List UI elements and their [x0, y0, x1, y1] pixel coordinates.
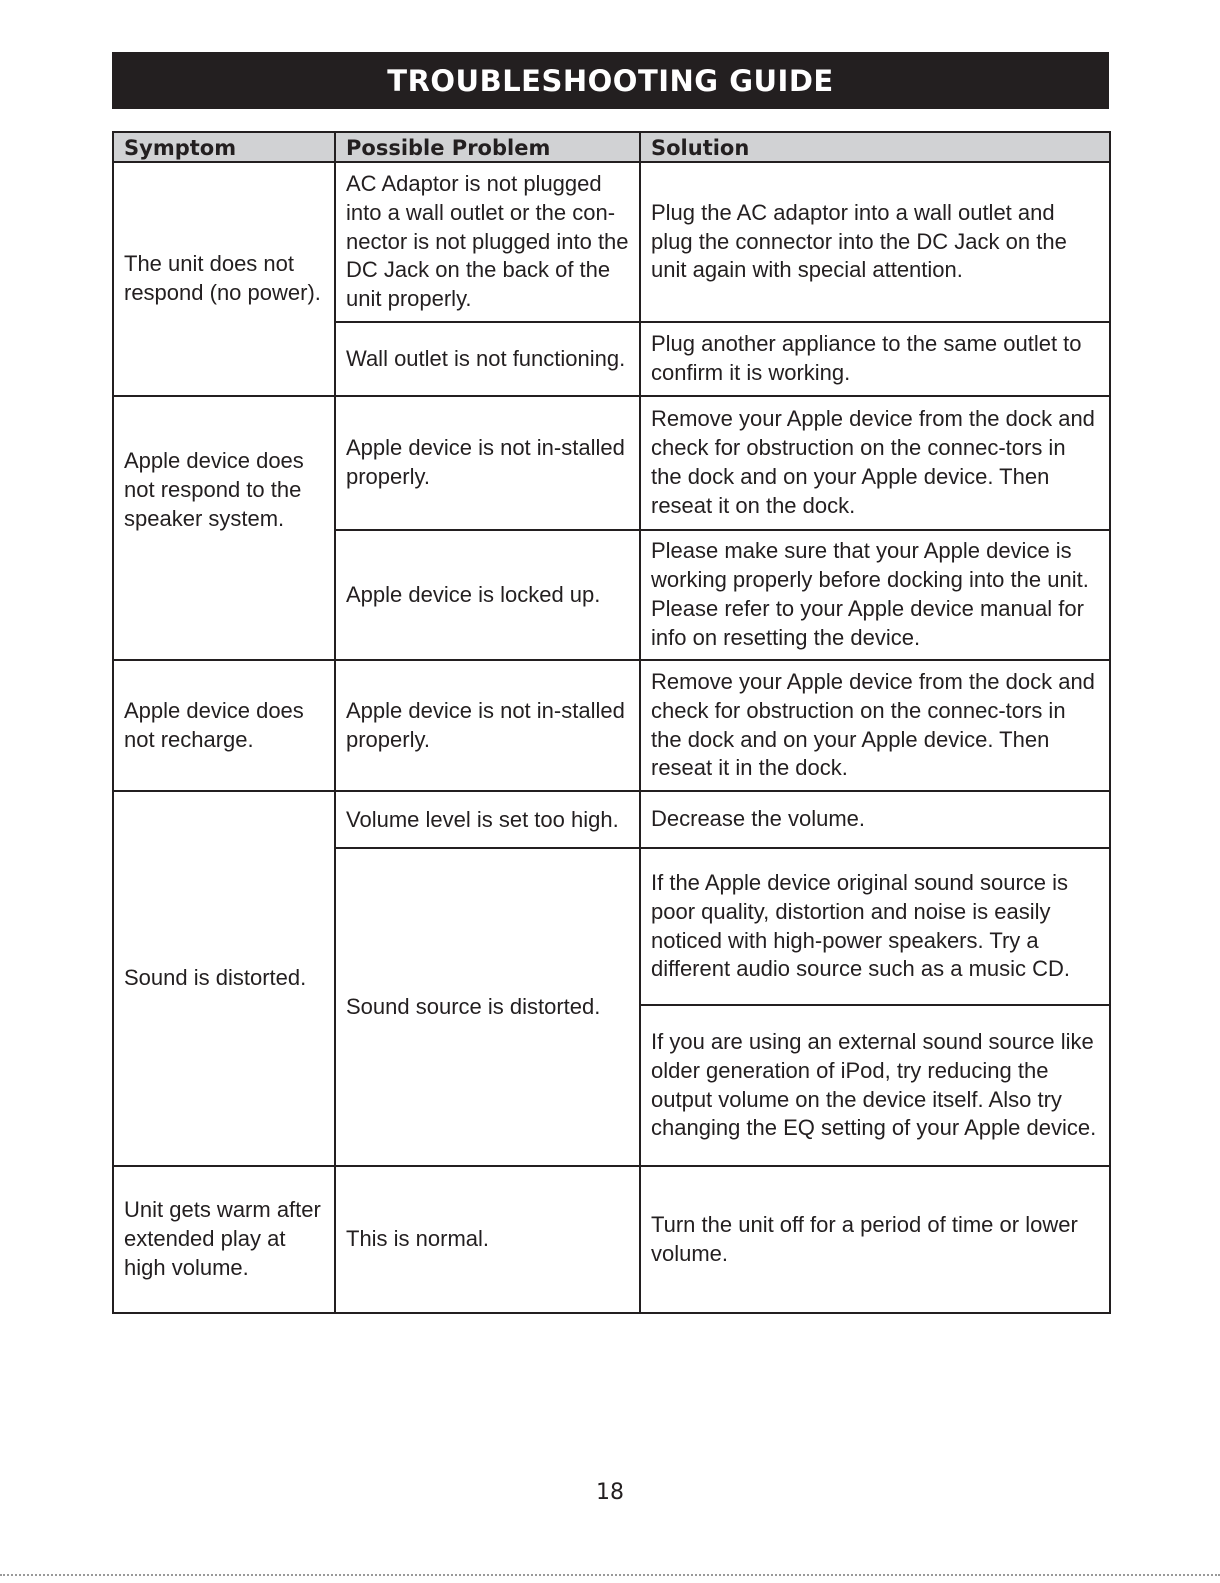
symptom-cell: Apple device does not recharge.	[113, 660, 335, 791]
column-header-problem: Possible Problem	[335, 132, 640, 162]
problem-cell: This is normal.	[335, 1166, 640, 1313]
symptom-cell: The unit does not respond (no power).	[113, 162, 335, 396]
problem-cell: Sound source is distorted.	[335, 848, 640, 1166]
solution-cell: Decrease the volume.	[640, 791, 1110, 848]
problem-cell: AC Adaptor is not plugged into a wall outlet or the con-nector is not plugged into the DC Jack on the back of the unit properly.	[335, 162, 640, 322]
symptom-cell: Apple device does not respond to the speaker system.	[113, 396, 335, 660]
solution-cell: If you are using an external sound source like older generation of iPod, try reducing the output volume on the device itself. Also try changing the EQ setting of your Apple device.	[640, 1005, 1110, 1166]
symptom-cell: Unit gets warm after extended play at high volume.	[113, 1166, 335, 1313]
table-row	[113, 660, 1110, 791]
solution-cell: Remove your Apple device from the dock and check for obstruction on the connec-tors in the dock and on your Apple device. Then reseat it on the dock.	[640, 396, 1110, 530]
page-title: TROUBLESHOOTING GUIDE	[112, 52, 1109, 109]
table-row	[113, 162, 1110, 322]
table-header-row	[113, 132, 1110, 162]
problem-cell: Wall outlet is not functioning.	[335, 322, 640, 396]
solution-cell: Please make sure that your Apple device is working properly before docking into the unit. Please refer to your Apple device manual for info on resetting the device.	[640, 530, 1110, 660]
page-number: 18	[596, 1480, 624, 1505]
column-header-symptom: Symptom	[113, 132, 335, 162]
solution-cell: Turn the unit off for a period of time or lower volume.	[640, 1166, 1110, 1313]
solution-cell: Plug the AC adaptor into a wall outlet and plug the connector into the DC Jack on the unit again with special attention.	[640, 162, 1110, 322]
solution-cell: If the Apple device original sound source is poor quality, distortion and noise is easily noticed with high-power speakers. Try a different audio source such as a music CD.	[640, 848, 1110, 1005]
solution-cell: Plug another appliance to the same outlet to confirm it is working.	[640, 322, 1110, 396]
table-row	[113, 396, 1110, 530]
page-divider	[0, 1574, 1220, 1576]
troubleshooting-table	[112, 131, 1111, 1314]
symptom-cell: Sound is distorted.	[113, 791, 335, 1166]
problem-cell: Apple device is locked up.	[335, 530, 640, 660]
table-row	[113, 1166, 1110, 1313]
problem-cell: Volume level is set too high.	[335, 791, 640, 848]
problem-cell: Apple device is not in-stalled properly.	[335, 396, 640, 530]
table-row	[113, 791, 1110, 848]
column-header-solution: Solution	[640, 132, 1110, 162]
problem-cell: Apple device is not in-stalled properly.	[335, 660, 640, 791]
solution-cell: Remove your Apple device from the dock and check for obstruction on the connec-tors in the dock and on your Apple device. Then reseat it in the dock.	[640, 660, 1110, 791]
